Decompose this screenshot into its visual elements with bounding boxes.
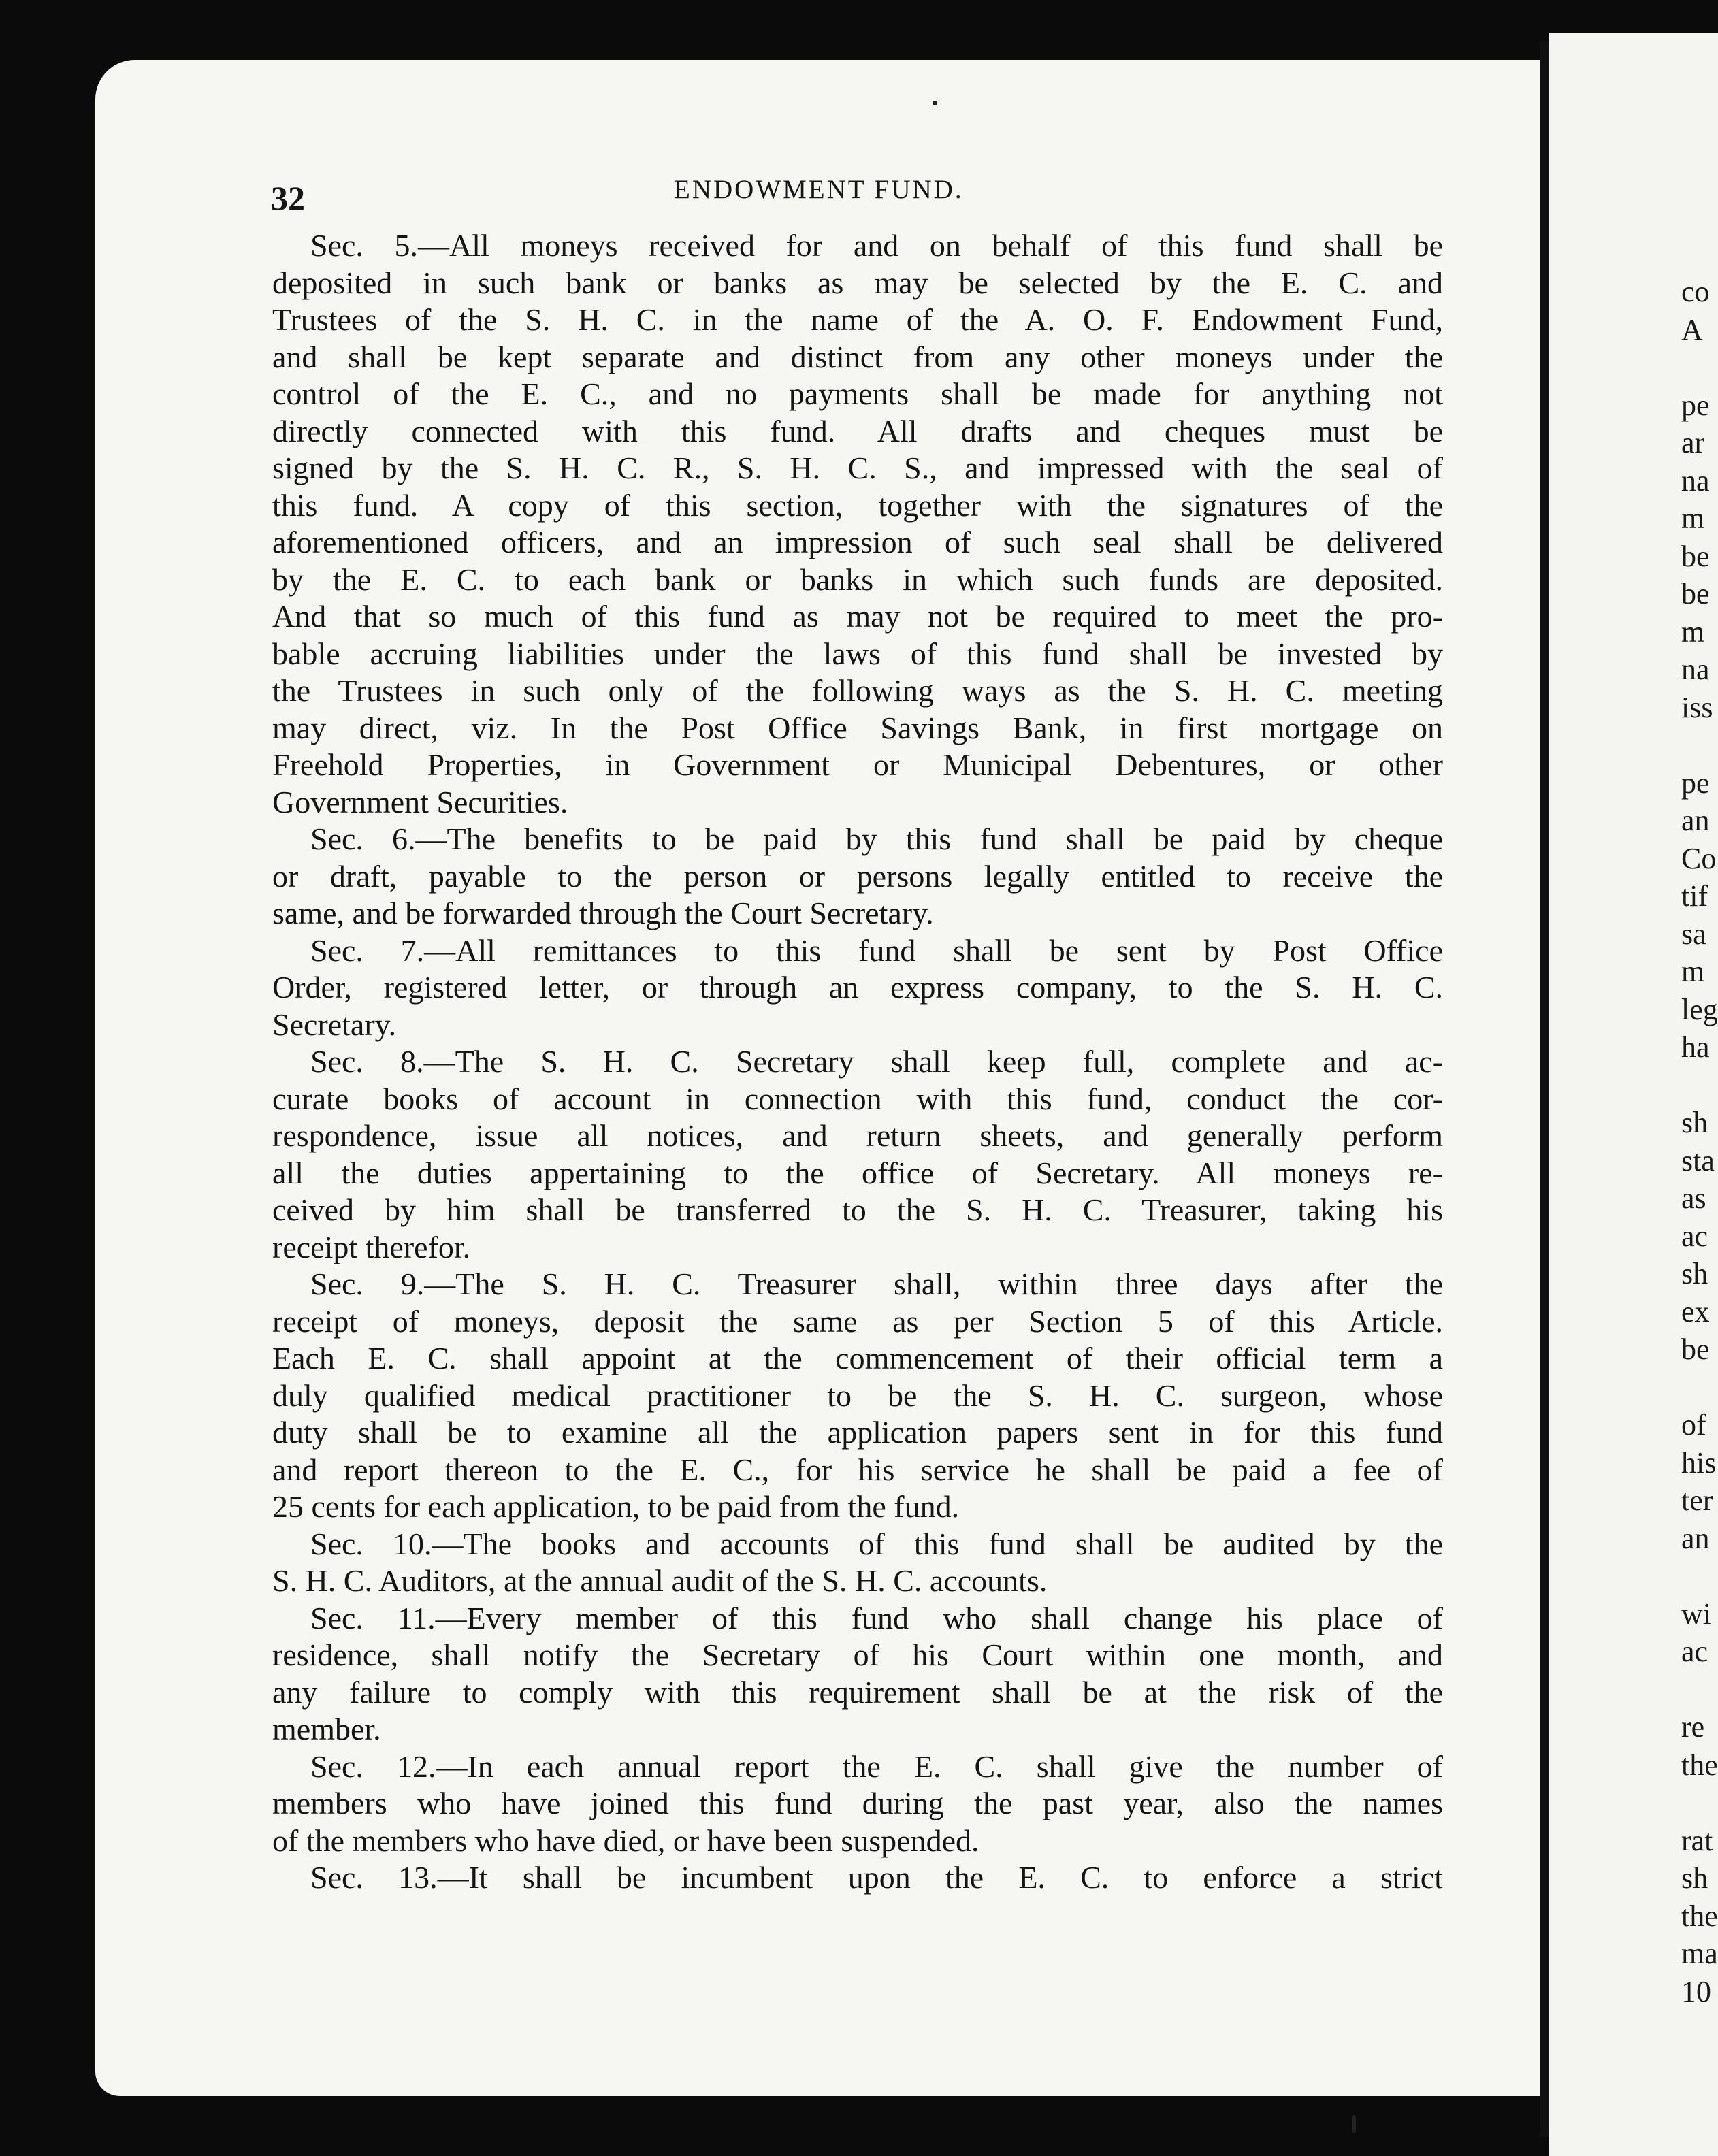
- facing-page-fragment: re: [1681, 1710, 1705, 1744]
- facing-page-fragment: sh: [1681, 1257, 1708, 1290]
- text-line: deposited in such bank or banks as may be selected by the E. C. and: [272, 265, 1443, 300]
- facing-page-fragment: 10: [1681, 1974, 1711, 2008]
- facing-page-fragment: ac: [1681, 1219, 1708, 1253]
- facing-page-fragment: as: [1681, 1181, 1706, 1215]
- facing-page-fragment: be: [1681, 539, 1710, 573]
- text-line: directly connected with this fund. All drafts and cheques must be: [272, 413, 1443, 448]
- facing-page-fragment: na: [1681, 463, 1710, 497]
- facing-page-fragment: sh: [1681, 1861, 1708, 1895]
- facing-page-fragment: rat: [1681, 1823, 1713, 1857]
- facing-page-fragment: na: [1681, 653, 1710, 686]
- text-line: 25 cents for each application, to be paid from the fund.: [272, 1489, 960, 1524]
- text-line: And that so much of this fund as may not be required to meet the pro-: [272, 599, 1443, 634]
- facing-page-fragment: co: [1681, 275, 1710, 308]
- text-line: and shall be kept separate and distinct from any other moneys under the: [272, 339, 1443, 374]
- text-line: duty shall be to examine all the application papers sent in for this fund: [272, 1415, 1443, 1450]
- text-line: of the members who have died, or have been suspended.: [272, 1823, 979, 1858]
- text-line: respondence, issue all notices, and return sheets, and generally perform: [272, 1118, 1443, 1153]
- text-line: Sec. 5.—All moneys received for and on behalf of this fund shall be: [310, 228, 1443, 263]
- facing-page-fragment: m: [1681, 955, 1705, 988]
- text-line: may direct, viz. In the Post Office Savings Bank, in first mortgage on: [272, 710, 1443, 745]
- facing-page-fragment: ha: [1681, 1030, 1710, 1064]
- text-line: the Trustees in such only of the following ways as the S. H. C. meeting: [272, 673, 1443, 708]
- facing-page-fragment: sh: [1681, 1106, 1708, 1139]
- text-line: ceived by him shall be transferred to the S. H. C. Treasurer, taking his: [272, 1192, 1443, 1227]
- text-line: duly qualified medical practitioner to be the S. H. C. surgeon, whose: [272, 1377, 1443, 1413]
- facing-page-fragment: pe: [1681, 388, 1710, 422]
- facing-page-fragment: be: [1681, 577, 1710, 610]
- text-line: aforementioned officers, and an impression of such seal shall be delivered: [272, 525, 1443, 559]
- text-line: Sec. 6.—The benefits to be paid by this fund shall be paid by cheque: [310, 821, 1443, 856]
- facing-page-fragment: an: [1681, 1521, 1710, 1555]
- speck: [1352, 2115, 1356, 2133]
- facing-page-fragment: ac: [1681, 1635, 1708, 1668]
- facing-page-fragment: the: [1681, 1748, 1718, 1782]
- facing-page-fragment: iss: [1681, 690, 1713, 724]
- text-line: bable accruing liabilities under the laws of this fund shall be invested by: [272, 636, 1443, 671]
- text-line: and report thereon to the E. C., for his service he shall be paid a fee of: [272, 1452, 1443, 1487]
- speck: [933, 101, 937, 105]
- text-line: Government Securities.: [272, 784, 568, 819]
- text-line: Sec. 12.—In each annual report the E. C. shall give the number of: [310, 1748, 1443, 1784]
- facing-page-fragment: sa: [1681, 917, 1706, 951]
- facing-page-fragment: sta: [1681, 1143, 1715, 1177]
- text-line: Sec. 10.—The books and accounts of this fund shall be audited by the: [310, 1526, 1443, 1561]
- text-line: residence, shall notify the Secretary of his Court within one month, and: [272, 1637, 1443, 1672]
- text-line: S. H. C. Auditors, at the annual audit of the S. H. C. accounts.: [272, 1563, 1048, 1598]
- text-line: this fund. A copy of this section, together with the signatures of the: [272, 487, 1443, 523]
- facing-page-fragment: of: [1681, 1408, 1706, 1441]
- book-gutter: [1540, 41, 1549, 2137]
- text-line: any failure to comply with this requirement shall be at the risk of the: [272, 1674, 1443, 1710]
- text-line: Sec. 7.—All remittances to this fund shall be sent by Post Office: [310, 932, 1443, 968]
- text-line: curate books of account in connection with this fund, conduct the cor-: [272, 1081, 1443, 1116]
- facing-page-fragment: wi: [1681, 1597, 1711, 1631]
- text-line: Each E. C. shall appoint at the commencement of their official term a: [272, 1341, 1443, 1375]
- text-line: Sec. 8.—The S. H. C. Secretary shall keep full, complete and ac-: [310, 1044, 1443, 1079]
- text-line: by the E. C. to each bank or banks in which such funds are deposited.: [272, 561, 1443, 597]
- facing-page-fragment: his: [1681, 1446, 1717, 1480]
- facing-page-fragment: leg: [1681, 992, 1718, 1026]
- text-line: control of the E. C., and no payments shall be made for anything not: [272, 376, 1443, 411]
- facing-page-fragment: pe: [1681, 766, 1710, 800]
- facing-page-fragment: an: [1681, 804, 1710, 837]
- facing-page-fragment: m: [1681, 502, 1705, 535]
- facing-page-fragment: ma: [1681, 1937, 1718, 1970]
- facing-page-fragment: ar: [1681, 426, 1705, 459]
- facing-page-fragment: be: [1681, 1333, 1710, 1366]
- text-line: all the duties appertaining to the office of Secretary. All moneys re-: [272, 1155, 1443, 1190]
- text-line: member.: [272, 1712, 381, 1746]
- running-header: ENDOWMENT FUND.: [674, 175, 964, 204]
- text-line: Order, registered letter, or through an express company, to the S. H. C.: [272, 970, 1443, 1004]
- facing-page-fragment: ter: [1681, 1484, 1713, 1517]
- text-line: signed by the S. H. C. R., S. H. C. S., and impressed with the seal of: [272, 451, 1443, 485]
- text-line: same, and be forwarded through the Court Secretary.: [272, 896, 934, 930]
- text-line: Secretary.: [272, 1007, 397, 1042]
- text-line: Sec. 9.—The S. H. C. Treasurer shall, within three days after the: [310, 1267, 1443, 1301]
- text-line: receipt of moneys, deposit the same as per Section 5 of this Article.: [272, 1303, 1443, 1339]
- facing-page-fragment: A: [1681, 312, 1703, 346]
- text-line: Freehold Properties, in Government or Municipal Debentures, or other: [272, 747, 1443, 782]
- text-line: or draft, payable to the person or persons legally entitled to receive the: [272, 858, 1443, 894]
- text-line: Trustees of the S. H. C. in the name of the A. O. F. Endowment Fund,: [272, 302, 1443, 337]
- text-line: Sec. 11.—Every member of this fund who shall change his place of: [310, 1600, 1443, 1635]
- body-text: [272, 227, 1443, 1897]
- facing-page-fragment: the: [1681, 1899, 1718, 1933]
- text-line: receipt therefor.: [272, 1229, 471, 1264]
- facing-page-fragment: ex: [1681, 1294, 1710, 1328]
- page-number: 32: [271, 179, 305, 217]
- facing-page-fragment: m: [1681, 615, 1705, 649]
- text-line: Sec. 13.—It shall be incumbent upon the E. C. to enforce a strict: [310, 1860, 1443, 1895]
- facing-page-fragment: Co: [1681, 841, 1717, 875]
- facing-page-fragment: tif: [1681, 879, 1708, 913]
- text-line: members who have joined this fund during the past year, also the names: [272, 1786, 1443, 1820]
